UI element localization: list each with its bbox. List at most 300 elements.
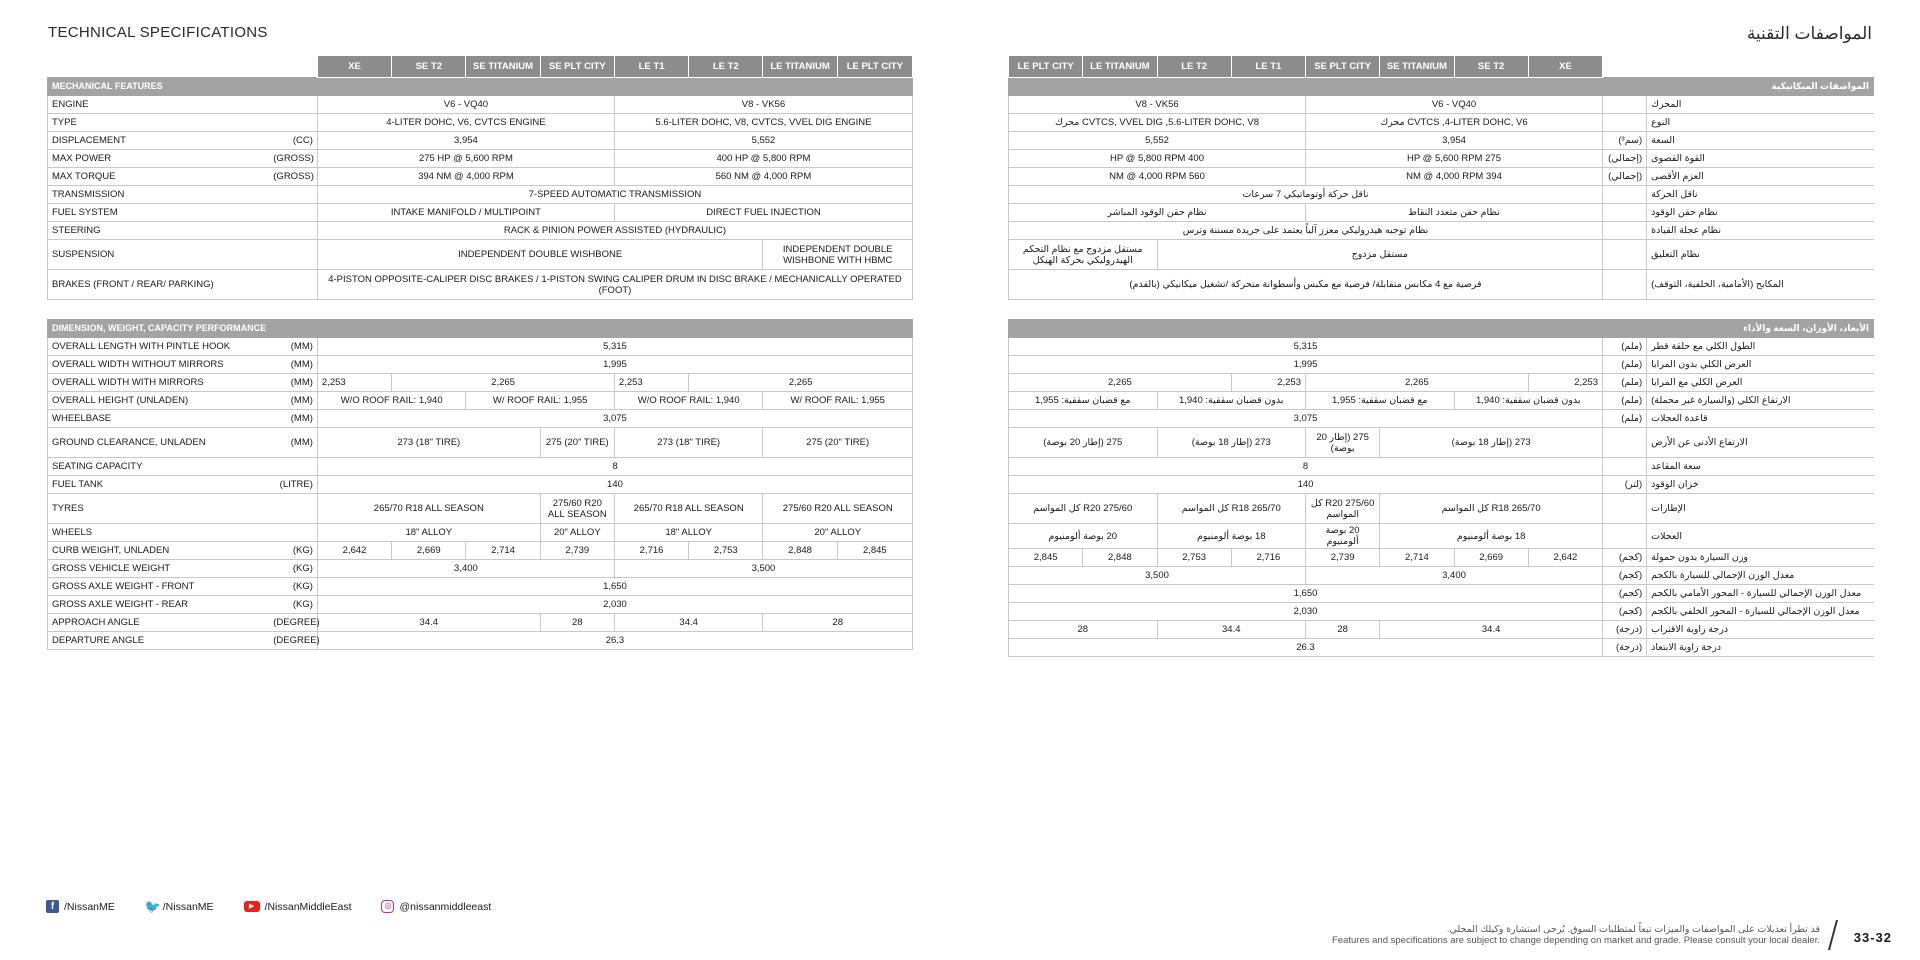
- spec-value: 275/60 R20 ALL SEASON: [540, 494, 614, 524]
- spec-label: DISPLACEMENT: [48, 132, 270, 150]
- spec-unit: [1603, 186, 1647, 204]
- spec-unit: [1603, 458, 1647, 476]
- spec-row-length: [1009, 338, 1874, 356]
- grade-header: LE TITANIUM: [763, 56, 837, 78]
- youtube-icon: ▶: [244, 901, 260, 912]
- spec-unit: (KG): [269, 578, 317, 596]
- disclaimer-ar: قد تطرأ تعديلات على المواصفات والميزات تبعاً لمتطلبات السوق. يُرجى استشارة وكيلك المحلي.: [1446, 924, 1820, 935]
- spec-label: FUEL SYSTEM: [48, 204, 270, 222]
- spec-value: 2,642: [1528, 549, 1602, 567]
- spec-row-width-no-mirrors: [1009, 356, 1874, 374]
- spec-value: 3,500: [1009, 567, 1306, 585]
- spec-value: 2,642: [317, 542, 391, 560]
- spec-row-fuel-system: [1009, 204, 1874, 222]
- spec-row-wheelbase: [1009, 410, 1874, 428]
- grade-header: LE T1: [614, 56, 688, 78]
- spec-row-engine: [1009, 96, 1874, 114]
- spec-value: 275 (20" TIRE): [763, 428, 913, 458]
- spec-value: مع قضبان سقفية: 1,955: [1009, 392, 1158, 410]
- youtube-link[interactable]: ▶ /NissanMiddleEast: [244, 901, 352, 913]
- spec-label: GROSS AXLE WEIGHT - FRONT: [48, 578, 270, 596]
- spec-value: 20" ALLOY: [763, 524, 913, 542]
- spec-label: العرض الكلي بدون المرايا: [1647, 356, 1874, 374]
- spec-value: 20" ALLOY: [540, 524, 614, 542]
- spec-label: معدل الوزن الإجمالي للسيارة - المحور الأمامي بالكجم: [1647, 585, 1874, 603]
- spec-value: V6 - VQ40: [317, 96, 614, 114]
- spec-value: 2,253: [317, 374, 391, 392]
- section-title: MECHANICAL FEATURES: [48, 78, 913, 96]
- spec-label: OVERALL LENGTH WITH PINTLE HOOK: [48, 338, 270, 356]
- facebook-icon: f: [46, 900, 59, 913]
- spec-label: SUSPENSION: [48, 240, 270, 270]
- spec-value: W/ ROOF RAIL: 1,955: [466, 392, 615, 410]
- spec-value: 2,845: [837, 542, 912, 560]
- spec-value: 140: [317, 476, 912, 494]
- disclaimer-en: Features and specifications are subject to change depending on market and grade. Please consult your local dealer.: [1332, 935, 1820, 946]
- spec-value: 2,848: [1083, 549, 1157, 567]
- spec-label: النوع: [1647, 114, 1874, 132]
- grade-header: XE: [317, 56, 391, 78]
- spec-row-width-mirrors: [48, 374, 913, 392]
- spec-unit: (سم³): [1603, 132, 1647, 150]
- spec-value: 2,669: [1454, 549, 1528, 567]
- spec-value: RACK & PINION POWER ASSISTED (HYDRAULIC): [317, 222, 912, 240]
- spec-value: 20 بوصة ألومنيوم: [1009, 524, 1158, 549]
- spec-label: DEPARTURE ANGLE: [48, 632, 270, 650]
- spec-value: 2,030: [317, 596, 912, 614]
- spec-value: 273 (إطار 18 بوصة): [1157, 428, 1306, 458]
- spec-unit: [1603, 222, 1647, 240]
- spec-label: الارتفاع الأدنى عن الأرض: [1647, 428, 1874, 458]
- disclaimer: [1332, 924, 1820, 946]
- section-title: DIMENSION, WEIGHT, CAPACITY PERFORMANCE: [48, 320, 913, 338]
- spec-value: 275/60 R20 كل المواسم: [1306, 494, 1380, 524]
- spec-unit: (كجم): [1603, 549, 1647, 567]
- spec-label: GROUND CLEARANCE, UNLADEN: [48, 428, 270, 458]
- spec-unit: (LITRE): [269, 476, 317, 494]
- spec-value: 28: [1306, 621, 1380, 639]
- spec-unit: (إجمالي): [1603, 150, 1647, 168]
- social-links: [46, 900, 491, 913]
- spec-unit: [269, 458, 317, 476]
- spec-value: V8 - VK56: [614, 96, 912, 114]
- spec-value: 18 بوصة ألومنيوم: [1380, 524, 1603, 549]
- spec-row-axle-rear: [1009, 603, 1874, 621]
- spec-unit: (MM): [269, 338, 317, 356]
- spec-row-displacement: [1009, 132, 1874, 150]
- spec-value: 2,716: [614, 542, 688, 560]
- divider-slash: [1828, 920, 1838, 950]
- spec-value: 18" ALLOY: [317, 524, 540, 542]
- spec-value: 28: [540, 614, 614, 632]
- spec-label: العجلات: [1647, 524, 1874, 549]
- spec-unit: (KG): [269, 542, 317, 560]
- spec-value: 265/70 R18 ALL SEASON: [317, 494, 540, 524]
- spec-label: الطول الكلي مع حلقة قطر: [1647, 338, 1874, 356]
- spec-label: OVERALL WIDTH WITHOUT MIRRORS: [48, 356, 270, 374]
- grade-header: LE TITANIUM: [1083, 56, 1157, 78]
- grade-header-row: [48, 56, 913, 78]
- spec-value: 400 HP @ 5,800 RPM: [614, 150, 912, 168]
- spec-value: 560 NM @ 4,000 RPM: [614, 168, 912, 186]
- spec-value: V6 - VQ40: [1306, 96, 1603, 114]
- spec-unit: (ملم): [1603, 392, 1647, 410]
- spec-value: 394 NM @ 4,000 RPM: [317, 168, 614, 186]
- spec-value: DIRECT FUEL INJECTION: [614, 204, 912, 222]
- spec-value: 394 NM @ 4,000 RPM: [1306, 168, 1603, 186]
- spec-value: 5,552: [614, 132, 912, 150]
- spec-unit: [269, 240, 317, 270]
- grade-header: SE T2: [392, 56, 466, 78]
- spec-value: مستقل مزدوج: [1157, 240, 1603, 270]
- spec-value: 34.4: [1380, 621, 1603, 639]
- spec-unit: [1603, 524, 1647, 549]
- spec-unit: [269, 524, 317, 542]
- spec-value: نظام توجيه هيدروليكي معزز آلياً يعتمد على جريدة مسننة وترس: [1009, 222, 1603, 240]
- spec-label: القوة القصوى: [1647, 150, 1874, 168]
- spec-value: 34.4: [614, 614, 763, 632]
- spec-value: 3,075: [1009, 410, 1603, 428]
- spec-row-curb: [1009, 549, 1874, 567]
- spec-row-gvw: [48, 560, 913, 578]
- spec-label: العزم الأقصى: [1647, 168, 1874, 186]
- spec-label: قاعدة العجلات: [1647, 410, 1874, 428]
- spec-row-steering: [48, 222, 913, 240]
- spec-unit: [269, 494, 317, 524]
- spec-value: 4-LITER DOHC, V6, CVTCS ENGINE: [317, 114, 614, 132]
- spec-label: GROSS AXLE WEIGHT - REAR: [48, 596, 270, 614]
- spec-label: وزن السيارة بدون حمولة: [1647, 549, 1874, 567]
- spec-label: MAX POWER: [48, 150, 270, 168]
- spec-label: WHEELS: [48, 524, 270, 542]
- spec-value: نظام حقن متعدد النقاط: [1306, 204, 1603, 222]
- spec-value: 265/70 R18 كل المواسم: [1380, 494, 1603, 524]
- spec-value: نظام حقن الوقود المباشر: [1009, 204, 1306, 222]
- grade-header: SE T2: [1454, 56, 1528, 78]
- spec-label: CURB WEIGHT, UNLADEN: [48, 542, 270, 560]
- spec-value: 5,315: [317, 338, 912, 356]
- spec-label: MAX TORQUE: [48, 168, 270, 186]
- spec-row-type: [1009, 114, 1874, 132]
- spec-label: OVERALL WIDTH WITH MIRRORS: [48, 374, 270, 392]
- grade-header: XE: [1528, 56, 1602, 78]
- spec-value: 18" ALLOY: [614, 524, 763, 542]
- spec-value: V8 - VK56: [1009, 96, 1306, 114]
- spec-label: العرض الكلي مع المرايا: [1647, 374, 1874, 392]
- spec-row-tank: [48, 476, 913, 494]
- spec-value: 2,253: [614, 374, 688, 392]
- spec-label: ENGINE: [48, 96, 270, 114]
- spec-value: 5.6-LITER DOHC, V8, CVTCS, VVEL DIG ENGINE: [614, 114, 912, 132]
- spec-value: 2,739: [1306, 549, 1380, 567]
- spec-row-gvw: [1009, 567, 1874, 585]
- spec-value: 2,669: [392, 542, 466, 560]
- spec-value: 2,253: [1231, 374, 1305, 392]
- spec-label: الإطارات: [1647, 494, 1874, 524]
- spec-label: الارتفاع الكلي (والسيارة غير محملة): [1647, 392, 1874, 410]
- section-header-mechanical: [48, 78, 913, 96]
- spec-value: 8: [317, 458, 912, 476]
- spec-unit: (DEGREE): [269, 614, 317, 632]
- spec-value: 8: [1009, 458, 1603, 476]
- section-header-mechanical: [1009, 78, 1874, 96]
- spec-row-width-no-mirrors: [48, 356, 913, 374]
- spec-unit: (GROSS): [269, 150, 317, 168]
- spec-unit: [1603, 428, 1647, 458]
- spec-value: INTAKE MANIFOLD / MULTIPOINT: [317, 204, 614, 222]
- spec-value: 26.3: [317, 632, 912, 650]
- spec-value: 34.4: [1157, 621, 1306, 639]
- spec-label: معدل الوزن الإجمالي للسيارة بالكجم: [1647, 567, 1874, 585]
- spec-label: سعة المقاعد: [1647, 458, 1874, 476]
- spec-row-power: [48, 150, 913, 168]
- spec-unit: [269, 270, 317, 300]
- spec-row-approach: [1009, 621, 1874, 639]
- spec-value: 3,954: [317, 132, 614, 150]
- spec-unit: [269, 96, 317, 114]
- spec-row-seating: [48, 458, 913, 476]
- spec-label: المكابح (الأمامية، الخلفية، التوقف): [1647, 270, 1874, 300]
- spec-value: مع قضبان سقفية: 1,955: [1306, 392, 1455, 410]
- spec-unit: [269, 222, 317, 240]
- section-header-dimensions: [1009, 320, 1874, 338]
- spec-row-wheels: [1009, 524, 1874, 549]
- spec-unit: (KG): [269, 560, 317, 578]
- spec-label: TRANSMISSION: [48, 186, 270, 204]
- spec-row-suspension: [48, 240, 913, 270]
- spec-value: 34.4: [317, 614, 540, 632]
- spec-row-wheelbase: [48, 410, 913, 428]
- spec-unit: [1603, 494, 1647, 524]
- spec-value: 3,500: [614, 560, 912, 578]
- spec-value: 275 (إطار 20 بوصة): [1009, 428, 1158, 458]
- spec-unit: (ملم): [1603, 356, 1647, 374]
- spec-label: WHEELBASE: [48, 410, 270, 428]
- spec-row-type: [48, 114, 913, 132]
- spec-row-tank: [1009, 476, 1874, 494]
- spec-value: 2,716: [1231, 549, 1305, 567]
- spec-value: بدون قضبان سقفية: 1,940: [1454, 392, 1603, 410]
- spec-row-tyres: [48, 494, 913, 524]
- spec-label: درجة زاوية الابتعاد: [1647, 639, 1874, 657]
- facebook-link[interactable]: f /NissanME: [46, 900, 115, 913]
- spec-value: 275/60 R20 كل المواسم: [1009, 494, 1158, 524]
- grade-header-row: [1009, 56, 1874, 78]
- page-title-en: TECHNICAL SPECIFICATIONS: [48, 24, 268, 41]
- spec-table-en: [47, 55, 913, 650]
- spec-row-curb: [48, 542, 913, 560]
- spec-value: 2,714: [466, 542, 540, 560]
- spec-value: 400 HP @ 5,800 RPM: [1009, 150, 1306, 168]
- page-title-ar: المواصفات التقنية: [1746, 24, 1872, 43]
- spec-unit: (MM): [269, 428, 317, 458]
- spec-value: 2,265: [392, 374, 615, 392]
- spec-value: 2,845: [1009, 549, 1083, 567]
- spec-value: فرصية مع 4 مكابس متقابلة/ فرصية مع مكبس وأسطوانة متحركة /تشغيل ميكانيكي (بالقدم): [1009, 270, 1603, 300]
- spec-row-seating: [1009, 458, 1874, 476]
- spec-value: 5,315: [1009, 338, 1603, 356]
- spec-row-departure: [1009, 639, 1874, 657]
- spec-value: 2,030: [1009, 603, 1603, 621]
- spec-value: 7-SPEED AUTOMATIC TRANSMISSION: [317, 186, 912, 204]
- spec-label: TYPE: [48, 114, 270, 132]
- spec-label: SEATING CAPACITY: [48, 458, 270, 476]
- spec-label: درجة زاوية الاقتراب: [1647, 621, 1874, 639]
- spec-unit: (إجمالي): [1603, 168, 1647, 186]
- spec-value: 3,400: [1306, 567, 1603, 585]
- spec-value: 140: [1009, 476, 1603, 494]
- spec-label: خزان الوقود: [1647, 476, 1874, 494]
- spec-unit: (MM): [269, 356, 317, 374]
- spec-value: 4-PISTON OPPOSITE-CALIPER DISC BRAKES / 1-PISTON SWING CALIPER DRUM IN DISC BRAKE / MECHANICALLY OPERATED (FOOT): [317, 270, 912, 300]
- spec-value: 275/60 R20 ALL SEASON: [763, 494, 913, 524]
- spec-row-transmission: [48, 186, 913, 204]
- spec-value: 5,552: [1009, 132, 1306, 150]
- spec-value: 2,265: [1009, 374, 1232, 392]
- instagram-link[interactable]: ◎ @nissanmiddleeast: [381, 900, 491, 913]
- spec-row-clearance: [48, 428, 913, 458]
- spec-value: 3,954: [1306, 132, 1603, 150]
- spec-unit: [269, 186, 317, 204]
- spec-unit: (ملم): [1603, 410, 1647, 428]
- spec-value: 2,714: [1380, 549, 1454, 567]
- spec-value: 275 HP @ 5,600 RPM: [1306, 150, 1603, 168]
- spec-row-height: [48, 392, 913, 410]
- spec-unit: (كجم): [1603, 603, 1647, 621]
- spec-value: 2,265: [689, 374, 913, 392]
- spec-row-brakes: [1009, 270, 1874, 300]
- spec-value: 1,995: [1009, 356, 1603, 374]
- spec-row-suspension: [1009, 240, 1874, 270]
- spec-row-engine: [48, 96, 913, 114]
- spec-unit: [269, 204, 317, 222]
- page-number: 33-32: [1853, 930, 1892, 945]
- spec-value: 20 بوصة ألومنيوم: [1306, 524, 1380, 549]
- grade-header: LE T2: [689, 56, 763, 78]
- spec-row-height: [1009, 392, 1874, 410]
- spec-unit: (DEGREE): [269, 632, 317, 650]
- spec-value: 28: [763, 614, 913, 632]
- spec-label: GROSS VEHICLE WEIGHT: [48, 560, 270, 578]
- spec-label: نظام حقن الوقود: [1647, 204, 1874, 222]
- spec-value: ناقل حركة أوتوماتيكي 7 سرعات: [1009, 186, 1603, 204]
- spec-row-approach: [48, 614, 913, 632]
- instagram-icon: ◎: [381, 900, 394, 913]
- spec-unit: (ملم): [1603, 338, 1647, 356]
- spec-label: OVERALL HEIGHT (UNLADEN): [48, 392, 270, 410]
- spec-label: ناقل الحركة: [1647, 186, 1874, 204]
- spec-value: 273 (18" TIRE): [317, 428, 540, 458]
- grade-header: SE PLT CITY: [1306, 56, 1380, 78]
- grade-header: SE TITANIUM: [466, 56, 540, 78]
- spec-row-brakes: [48, 270, 913, 300]
- spec-unit: [269, 114, 317, 132]
- spec-row-torque: [1009, 168, 1874, 186]
- grade-header: SE PLT CITY: [540, 56, 614, 78]
- spec-value: 2,739: [540, 542, 614, 560]
- spec-unit: [1603, 96, 1647, 114]
- section-title: الأبعاد، الأوزان، السعة والأداء: [1009, 320, 1874, 338]
- grade-header: SE TITANIUM: [1380, 56, 1454, 78]
- spec-value: 2,753: [1157, 549, 1231, 567]
- spec-row-axle-rear: [48, 596, 913, 614]
- spec-row-wheels: [48, 524, 913, 542]
- spec-row-fuel-system: [48, 204, 913, 222]
- spec-unit: (لتر): [1603, 476, 1647, 494]
- spec-label: FUEL TANK: [48, 476, 270, 494]
- spec-value: بدون قضبان سقفية: 1,940: [1157, 392, 1306, 410]
- spec-row-tyres: [1009, 494, 1874, 524]
- spec-value: W/ ROOF RAIL: 1,955: [763, 392, 913, 410]
- spec-value: 2,753: [689, 542, 763, 560]
- spec-row-torque: [48, 168, 913, 186]
- spec-unit: (درجة): [1603, 621, 1647, 639]
- spec-unit: (ملم): [1603, 374, 1647, 392]
- twitter-link[interactable]: 🐦 /NissanME: [144, 899, 214, 914]
- spec-unit: (كجم): [1603, 567, 1647, 585]
- spec-row-axle-front: [48, 578, 913, 596]
- spec-value: 273 (18" TIRE): [614, 428, 763, 458]
- spec-row-steering: [1009, 222, 1874, 240]
- spec-unit: (GROSS): [269, 168, 317, 186]
- spec-row-displacement: [48, 132, 913, 150]
- section-header-dimensions: [48, 320, 913, 338]
- spec-value: 1,995: [317, 356, 912, 374]
- spec-unit: (درجة): [1603, 639, 1647, 657]
- spec-value: 18 بوصة ألومنيوم: [1157, 524, 1306, 549]
- spec-row-width-mirrors: [1009, 374, 1874, 392]
- spec-label: TYRES: [48, 494, 270, 524]
- spec-value: 275 (إطار 20 بوصة): [1306, 428, 1380, 458]
- spec-row-departure: [48, 632, 913, 650]
- spec-row-transmission: [1009, 186, 1874, 204]
- spec-value: W/O ROOF RAIL: 1,940: [317, 392, 466, 410]
- spec-value: 2,253: [1528, 374, 1602, 392]
- spec-value: INDEPENDENT DOUBLE WISHBONE: [317, 240, 763, 270]
- spec-label: المحرك: [1647, 96, 1874, 114]
- spec-unit: (MM): [269, 410, 317, 428]
- spec-row-axle-front: [1009, 585, 1874, 603]
- spec-value: 1,650: [317, 578, 912, 596]
- twitter-icon: 🐦: [144, 899, 161, 914]
- grade-header: LE T1: [1231, 56, 1305, 78]
- spec-label: معدل الوزن الإجمالي للسيارة - المحور الخلفي بالكجم: [1647, 603, 1874, 621]
- spec-value: 273 (إطار 18 بوصة): [1380, 428, 1603, 458]
- spec-value: 2,848: [763, 542, 837, 560]
- spec-value: INDEPENDENT DOUBLE WISHBONE WITH HBMC: [763, 240, 913, 270]
- spec-label: BRAKES (FRONT / REAR/ PARKING): [48, 270, 270, 300]
- spec-label: السعة: [1647, 132, 1874, 150]
- spec-label: APPROACH ANGLE: [48, 614, 270, 632]
- spec-unit: [1603, 114, 1647, 132]
- spec-value: CVTCS, VVEL DIG ,5.6-LITER DOHC, V8 محرك: [1009, 114, 1306, 132]
- spec-value: 3,075: [317, 410, 912, 428]
- spec-unit: [1603, 240, 1647, 270]
- spec-value: 3,400: [317, 560, 614, 578]
- grade-header: LE T2: [1157, 56, 1231, 78]
- spec-table-ar: [1008, 55, 1874, 657]
- spec-unit: (MM): [269, 392, 317, 410]
- spec-value: 28: [1009, 621, 1158, 639]
- spec-unit: (كجم): [1603, 585, 1647, 603]
- section-title: المواصفات الميكانيكية: [1009, 78, 1874, 96]
- spec-label: نظام عجلة القيادة: [1647, 222, 1874, 240]
- spec-value: 26.3: [1009, 639, 1603, 657]
- spec-row-length: [48, 338, 913, 356]
- grade-header: LE PLT CITY: [837, 56, 912, 78]
- spec-value: 275 HP @ 5,600 RPM: [317, 150, 614, 168]
- spec-value: 275 (20" TIRE): [540, 428, 614, 458]
